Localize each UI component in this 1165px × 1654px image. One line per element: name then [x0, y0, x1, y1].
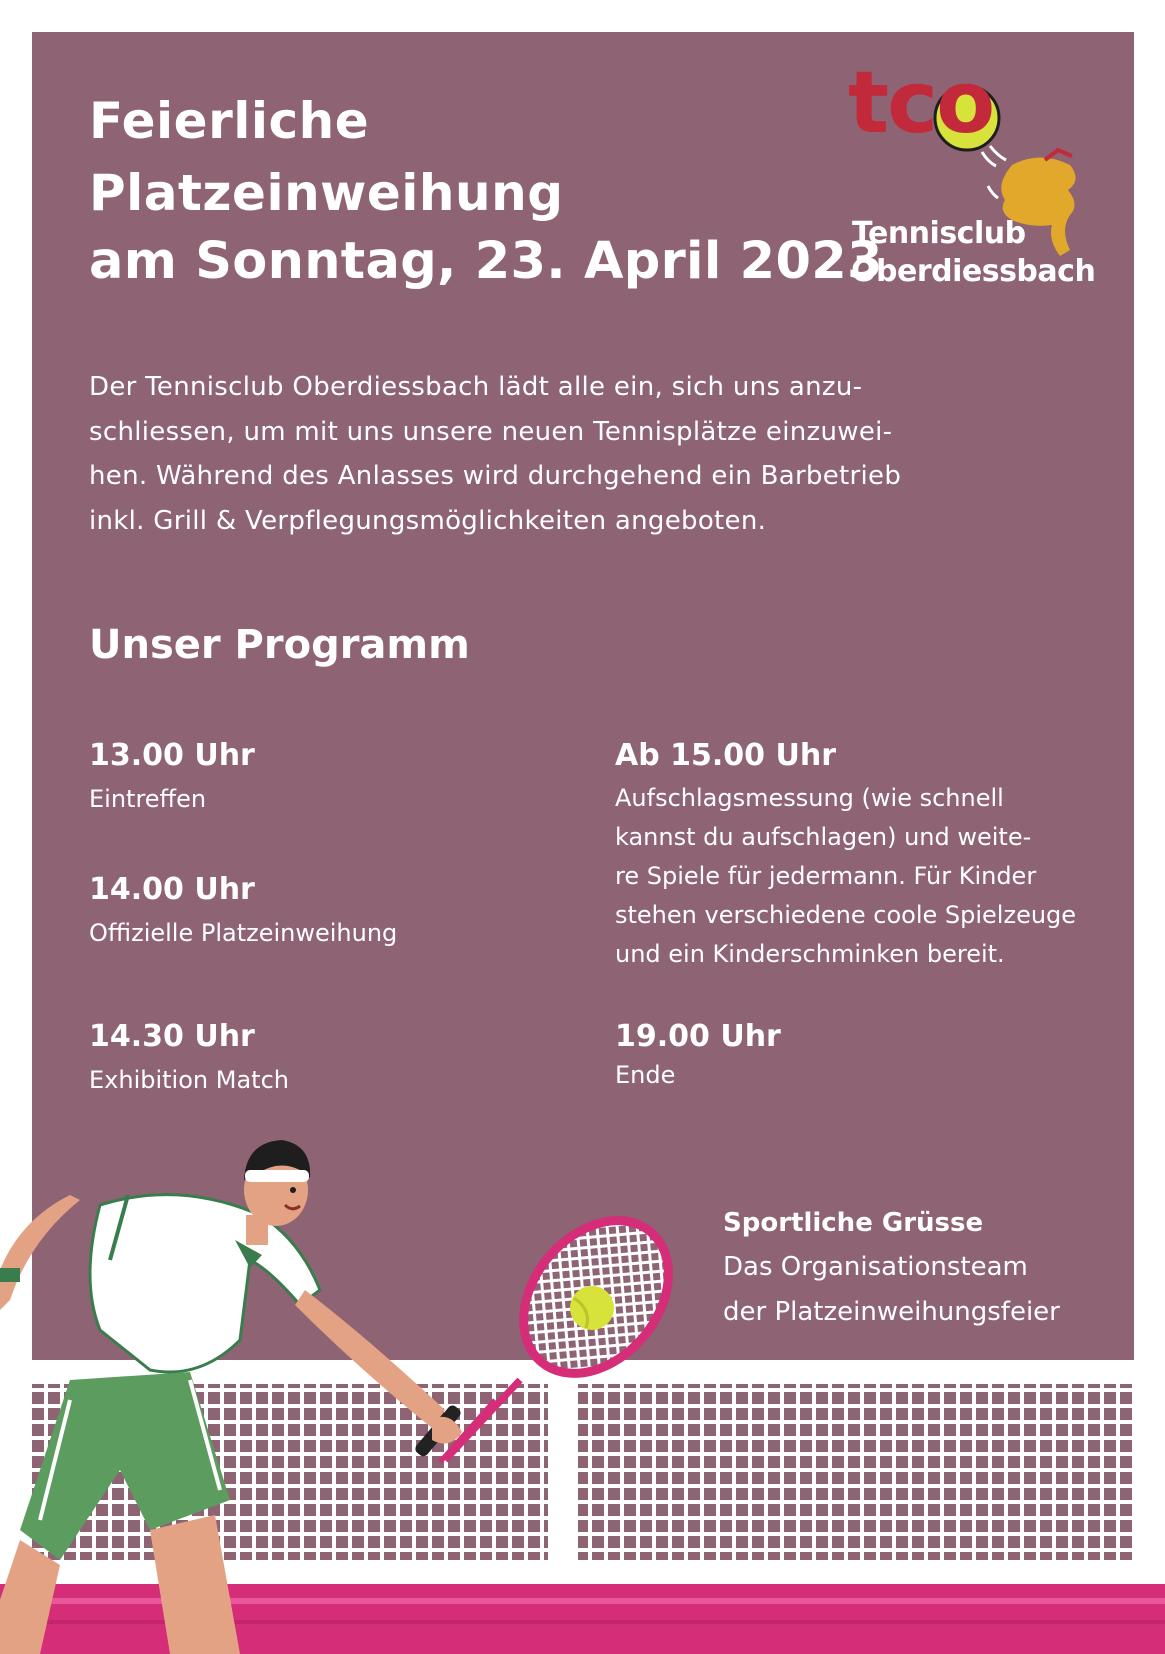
slot-desc-line: Exhibition Match [89, 1066, 289, 1094]
slot-desc-line: und ein Kinderschminken bereit. [615, 940, 1005, 968]
slot-desc-line: kannst du aufschlagen) und weite- [615, 823, 1032, 851]
slot-time: 13.00 Uhr [89, 738, 255, 773]
greeting-title: Sportliche Grüsse [723, 1208, 984, 1238]
slot-time: 19.00 Uhr [615, 1019, 781, 1054]
net-post [548, 1384, 578, 1584]
net-mesh-right [578, 1384, 1134, 1560]
logo-name-line-1: Tennisclub [852, 216, 1026, 251]
slot-desc [89, 1061, 289, 1100]
intro-line: Der Tennisclub Oberdiessbach lädt alle ein, sich uns anzu- [89, 372, 863, 402]
slot-desc [615, 1056, 675, 1095]
intro-line: schliessen, um mit uns unsere neuen Tennisplätze einzuwei- [89, 416, 893, 447]
slot-desc-line: Aufschlagsmessung (wie schnell [615, 784, 1004, 812]
tennis-ball-icon [570, 1286, 614, 1330]
greeting-line-1: Das Organisationsteam [723, 1252, 1028, 1282]
slot-time: 14.00 Uhr [89, 872, 255, 907]
intro-line: inkl. Grill & Verpflegungsmöglichkeiten angeboten. [89, 505, 767, 536]
event-date: am Sonntag, 23. April 2023 [89, 232, 883, 291]
page-title-line-1: Feierliche [89, 92, 370, 150]
greeting-line-2: der Platzeinweihungsfeier [723, 1297, 1060, 1327]
page-title-line-2: Platzeinweihung [89, 164, 564, 222]
slot-desc-line: Eintreffen [89, 785, 207, 813]
logo-name-line-2: Oberdiessbach [851, 254, 1096, 289]
slot-desc-line: stehen verschiedene coole Spielzeuge [615, 901, 1077, 929]
slot-time: Ab 15.00 Uhr [615, 738, 836, 773]
logo-letters: tco [848, 53, 994, 153]
slot-desc [89, 780, 206, 819]
slot-desc-line: Offizielle Platzeinweihung [89, 919, 398, 947]
slot-time: 14.30 Uhr [89, 1019, 255, 1054]
program-heading: Unser Programm [89, 622, 470, 668]
intro-text [89, 365, 1019, 543]
slot-desc-line: Ende [615, 1061, 676, 1089]
slot-desc-line: re Spiele für jedermann. Für Kinder [615, 862, 1037, 890]
slot-desc [89, 914, 397, 953]
intro-line: hen. Während des Anlasses wird durchgehend ein Barbetrieb [89, 461, 902, 491]
slot-desc [615, 779, 1076, 974]
